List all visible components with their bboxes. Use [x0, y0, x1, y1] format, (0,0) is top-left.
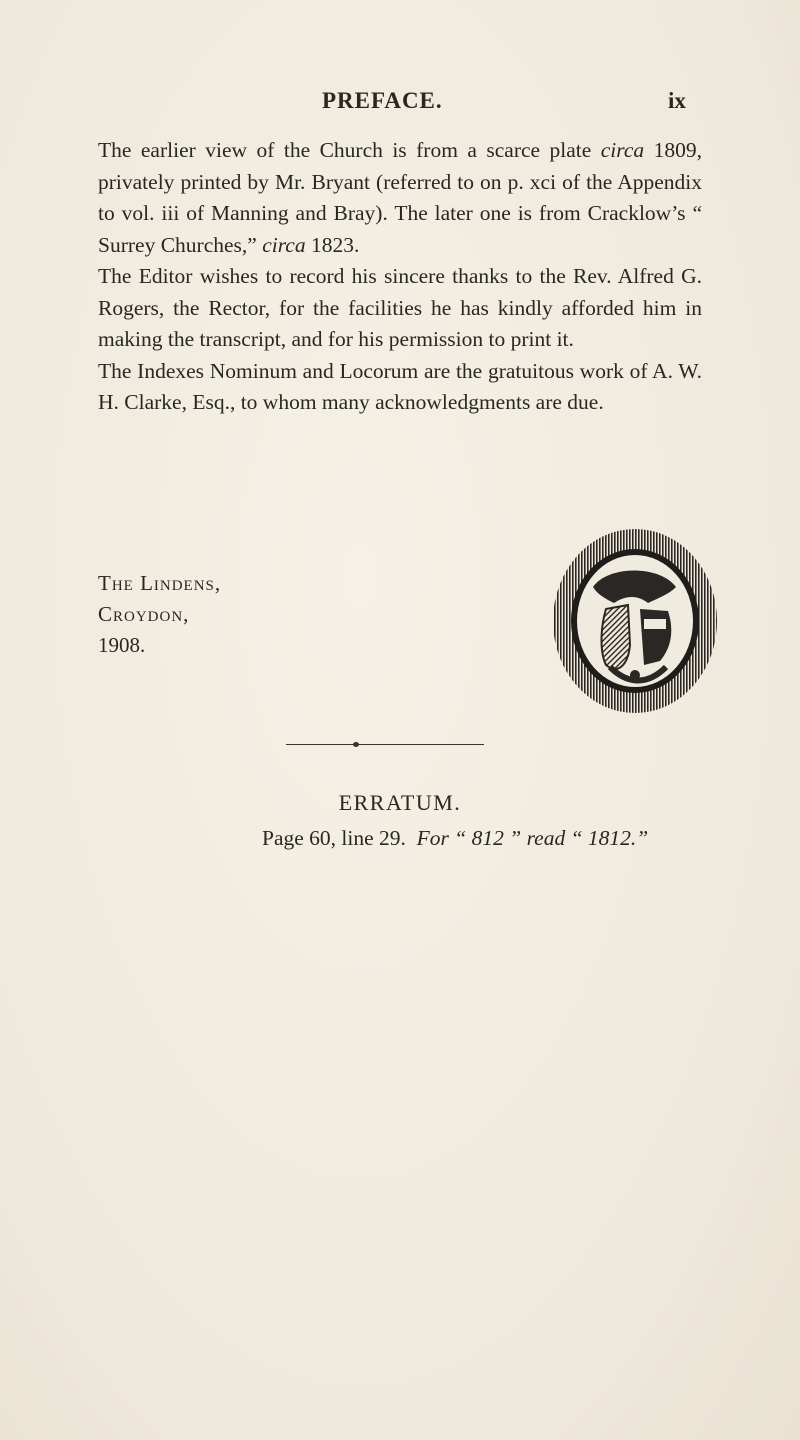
signature-block [98, 568, 221, 661]
preface-body [98, 135, 702, 419]
signature-year: 1908. [98, 633, 146, 657]
erratum-wrong-value: “ 812 ” [454, 826, 522, 850]
text-run: 1823. [305, 232, 360, 257]
paragraph-plates [98, 135, 702, 261]
erratum-location: Page 60, line 29. [262, 826, 406, 850]
section-divider [286, 744, 484, 745]
erratum-correct-value: “ 1812.” [570, 826, 649, 850]
text-run: The earlier view of the Church is from a scarce plate [98, 138, 601, 162]
heraldic-seal-icon [548, 525, 723, 717]
erratum-for-label: For [416, 826, 449, 850]
running-head [0, 88, 800, 118]
erratum-read-label: read [526, 826, 566, 850]
signature-house: The Lindens, [98, 571, 222, 595]
paragraph-indexes [98, 356, 702, 419]
page-number: ix [668, 88, 686, 113]
text-run: 1809, privately printed by Mr. Bryant (referred to on p. xci of the Appendix to vol. iii of Manning and Bray). The later one is from Cracklow’s “ Surrey Churches,” [98, 138, 702, 257]
text-run-italic: circa [262, 232, 306, 257]
erratum-heading: ERRATUM. [338, 790, 462, 815]
text-run-italic: circa [600, 138, 645, 162]
divider-ornament [353, 742, 359, 747]
signature-town: Croydon, [98, 602, 190, 626]
text-run: The Editor wishes to record his sincere thanks to the Rev. Alfred G. Rogers, the Rector, for the facilities he has kindly afforded him in making the transcript, and for his permission to print it. [98, 264, 702, 351]
paragraph-thanks [98, 261, 702, 356]
erratum-correction [262, 826, 648, 851]
text-run: The Indexes Nominum and Locorum are the gratuitous work of A. W. H. Clarke, Esq., to whom many acknowledgments are due. [98, 358, 702, 414]
running-title: PREFACE. [322, 88, 443, 113]
